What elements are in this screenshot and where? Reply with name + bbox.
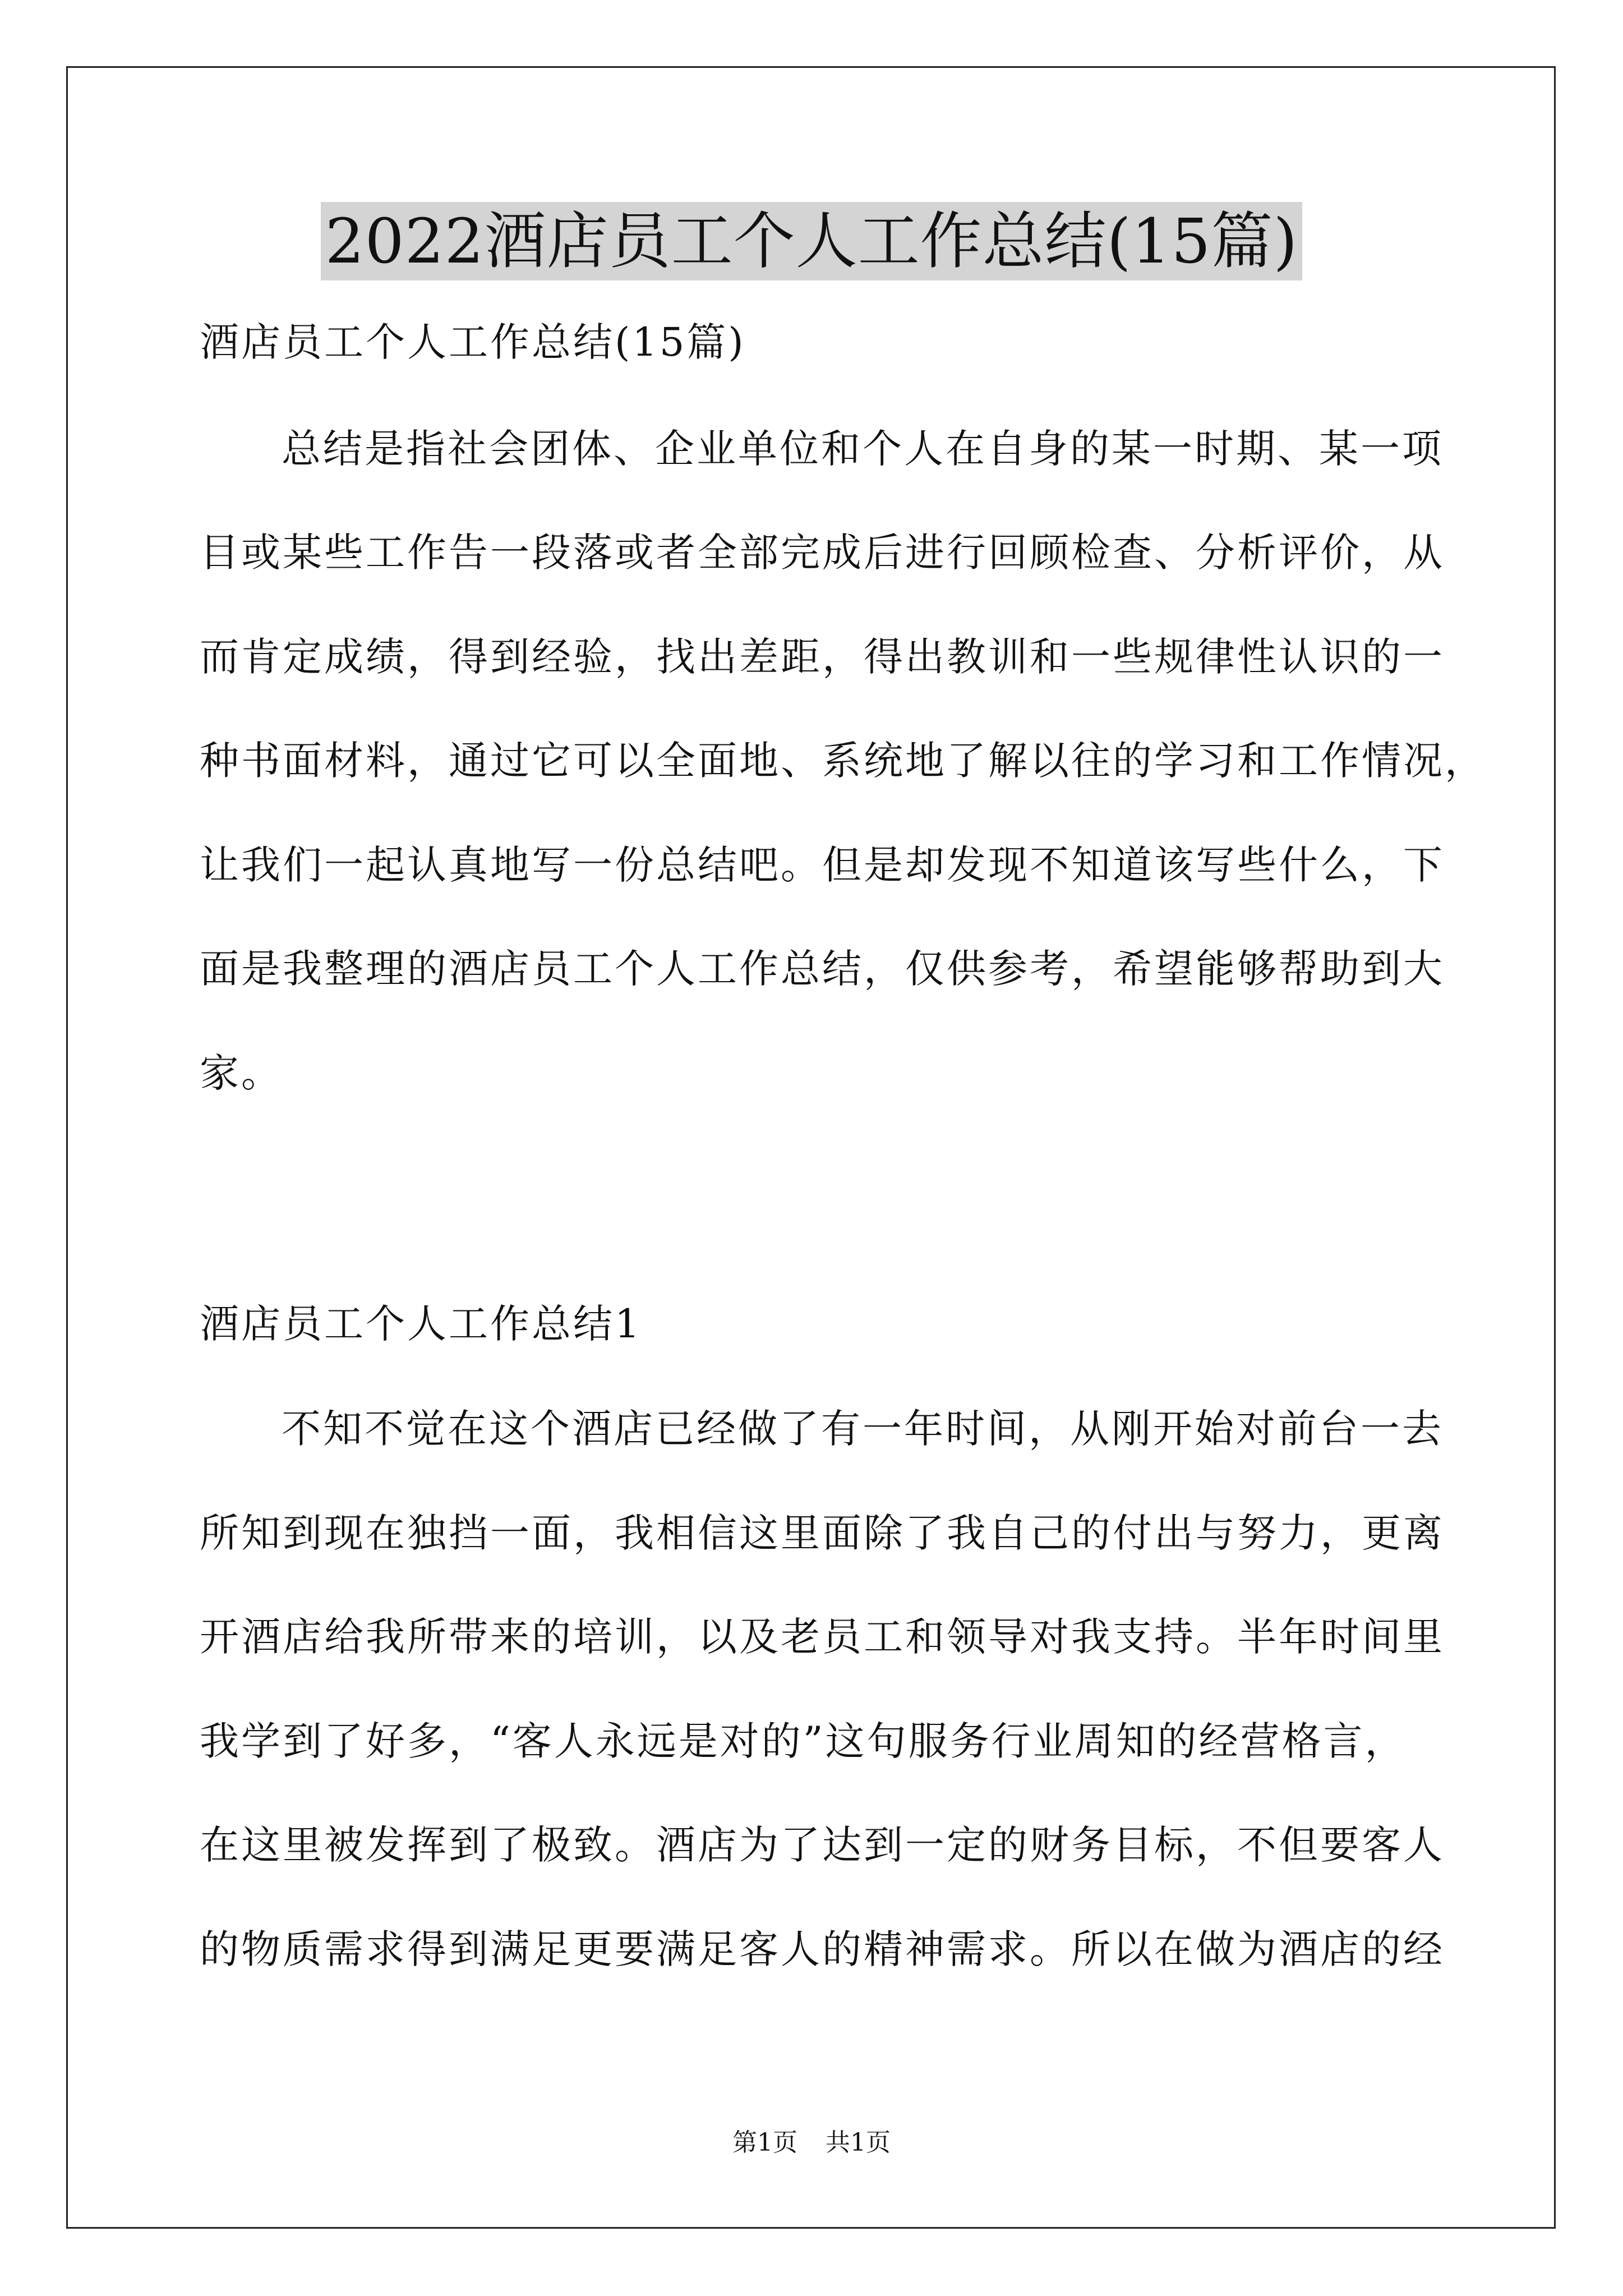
intro-line-1: 总结是指社会团体、企业单位和个人在自身的某一时期、某一项: [282, 426, 1444, 472]
page-number-current: 第1页: [732, 2128, 797, 2157]
page-number-total: 共1页: [826, 2128, 891, 2157]
document-title: 2022酒店员工个人工作总结(15篇): [321, 202, 1303, 280]
section-1-line-1: 不知不觉在这个酒店已经做了有一年时间，从刚开始对前台一去: [282, 1406, 1444, 1452]
section-1-heading: 酒店员工个人工作总结1: [200, 1301, 642, 1347]
intro-line-3: 而肯定成绩，得到经验，找出差距，得出教训和一些规律性认识的一: [200, 634, 1445, 680]
intro-line-7: 家。: [200, 1050, 283, 1096]
section-1-line-4: 我学到了好多，“客人永远是对的”这句服务行业周知的经营格言，: [200, 1718, 1407, 1764]
title-container: [0, 202, 1623, 280]
section-1-line-6: 的物质需求得到满足更要满足客人的精神需求。所以在做为酒店的经: [200, 1926, 1445, 1972]
section-1-line-5: 在这里被发挥到了极致。酒店为了达到一定的财务目标，不但要客人: [200, 1822, 1445, 1868]
page-border: [66, 66, 1556, 2229]
section-1-line-3: 开酒店给我所带来的培训，以及老员工和领导对我支持。半年时间里: [200, 1614, 1445, 1660]
section-1-line-2: 所知到现在独挡一面，我相信这里面除了我自己的付出与努力，更离: [200, 1510, 1445, 1556]
intro-line-6: 面是我整理的酒店员工个人工作总结，仅供参考，希望能够帮助到大: [200, 946, 1445, 992]
intro-line-2: 目或某些工作告一段落或者全部完成后进行回顾检查、分析评价，从: [200, 530, 1445, 576]
page-footer: [0, 2126, 1623, 2160]
intro-line-4: 种书面材料，通过它可以全面地、系统地了解以往的学习和工作情况，: [200, 738, 1486, 784]
intro-line-5: 让我们一起认真地写一份总结吧。但是却发现不知道该写些什么，下: [200, 842, 1445, 888]
intro-heading: 酒店员工个人工作总结(15篇): [200, 319, 746, 365]
